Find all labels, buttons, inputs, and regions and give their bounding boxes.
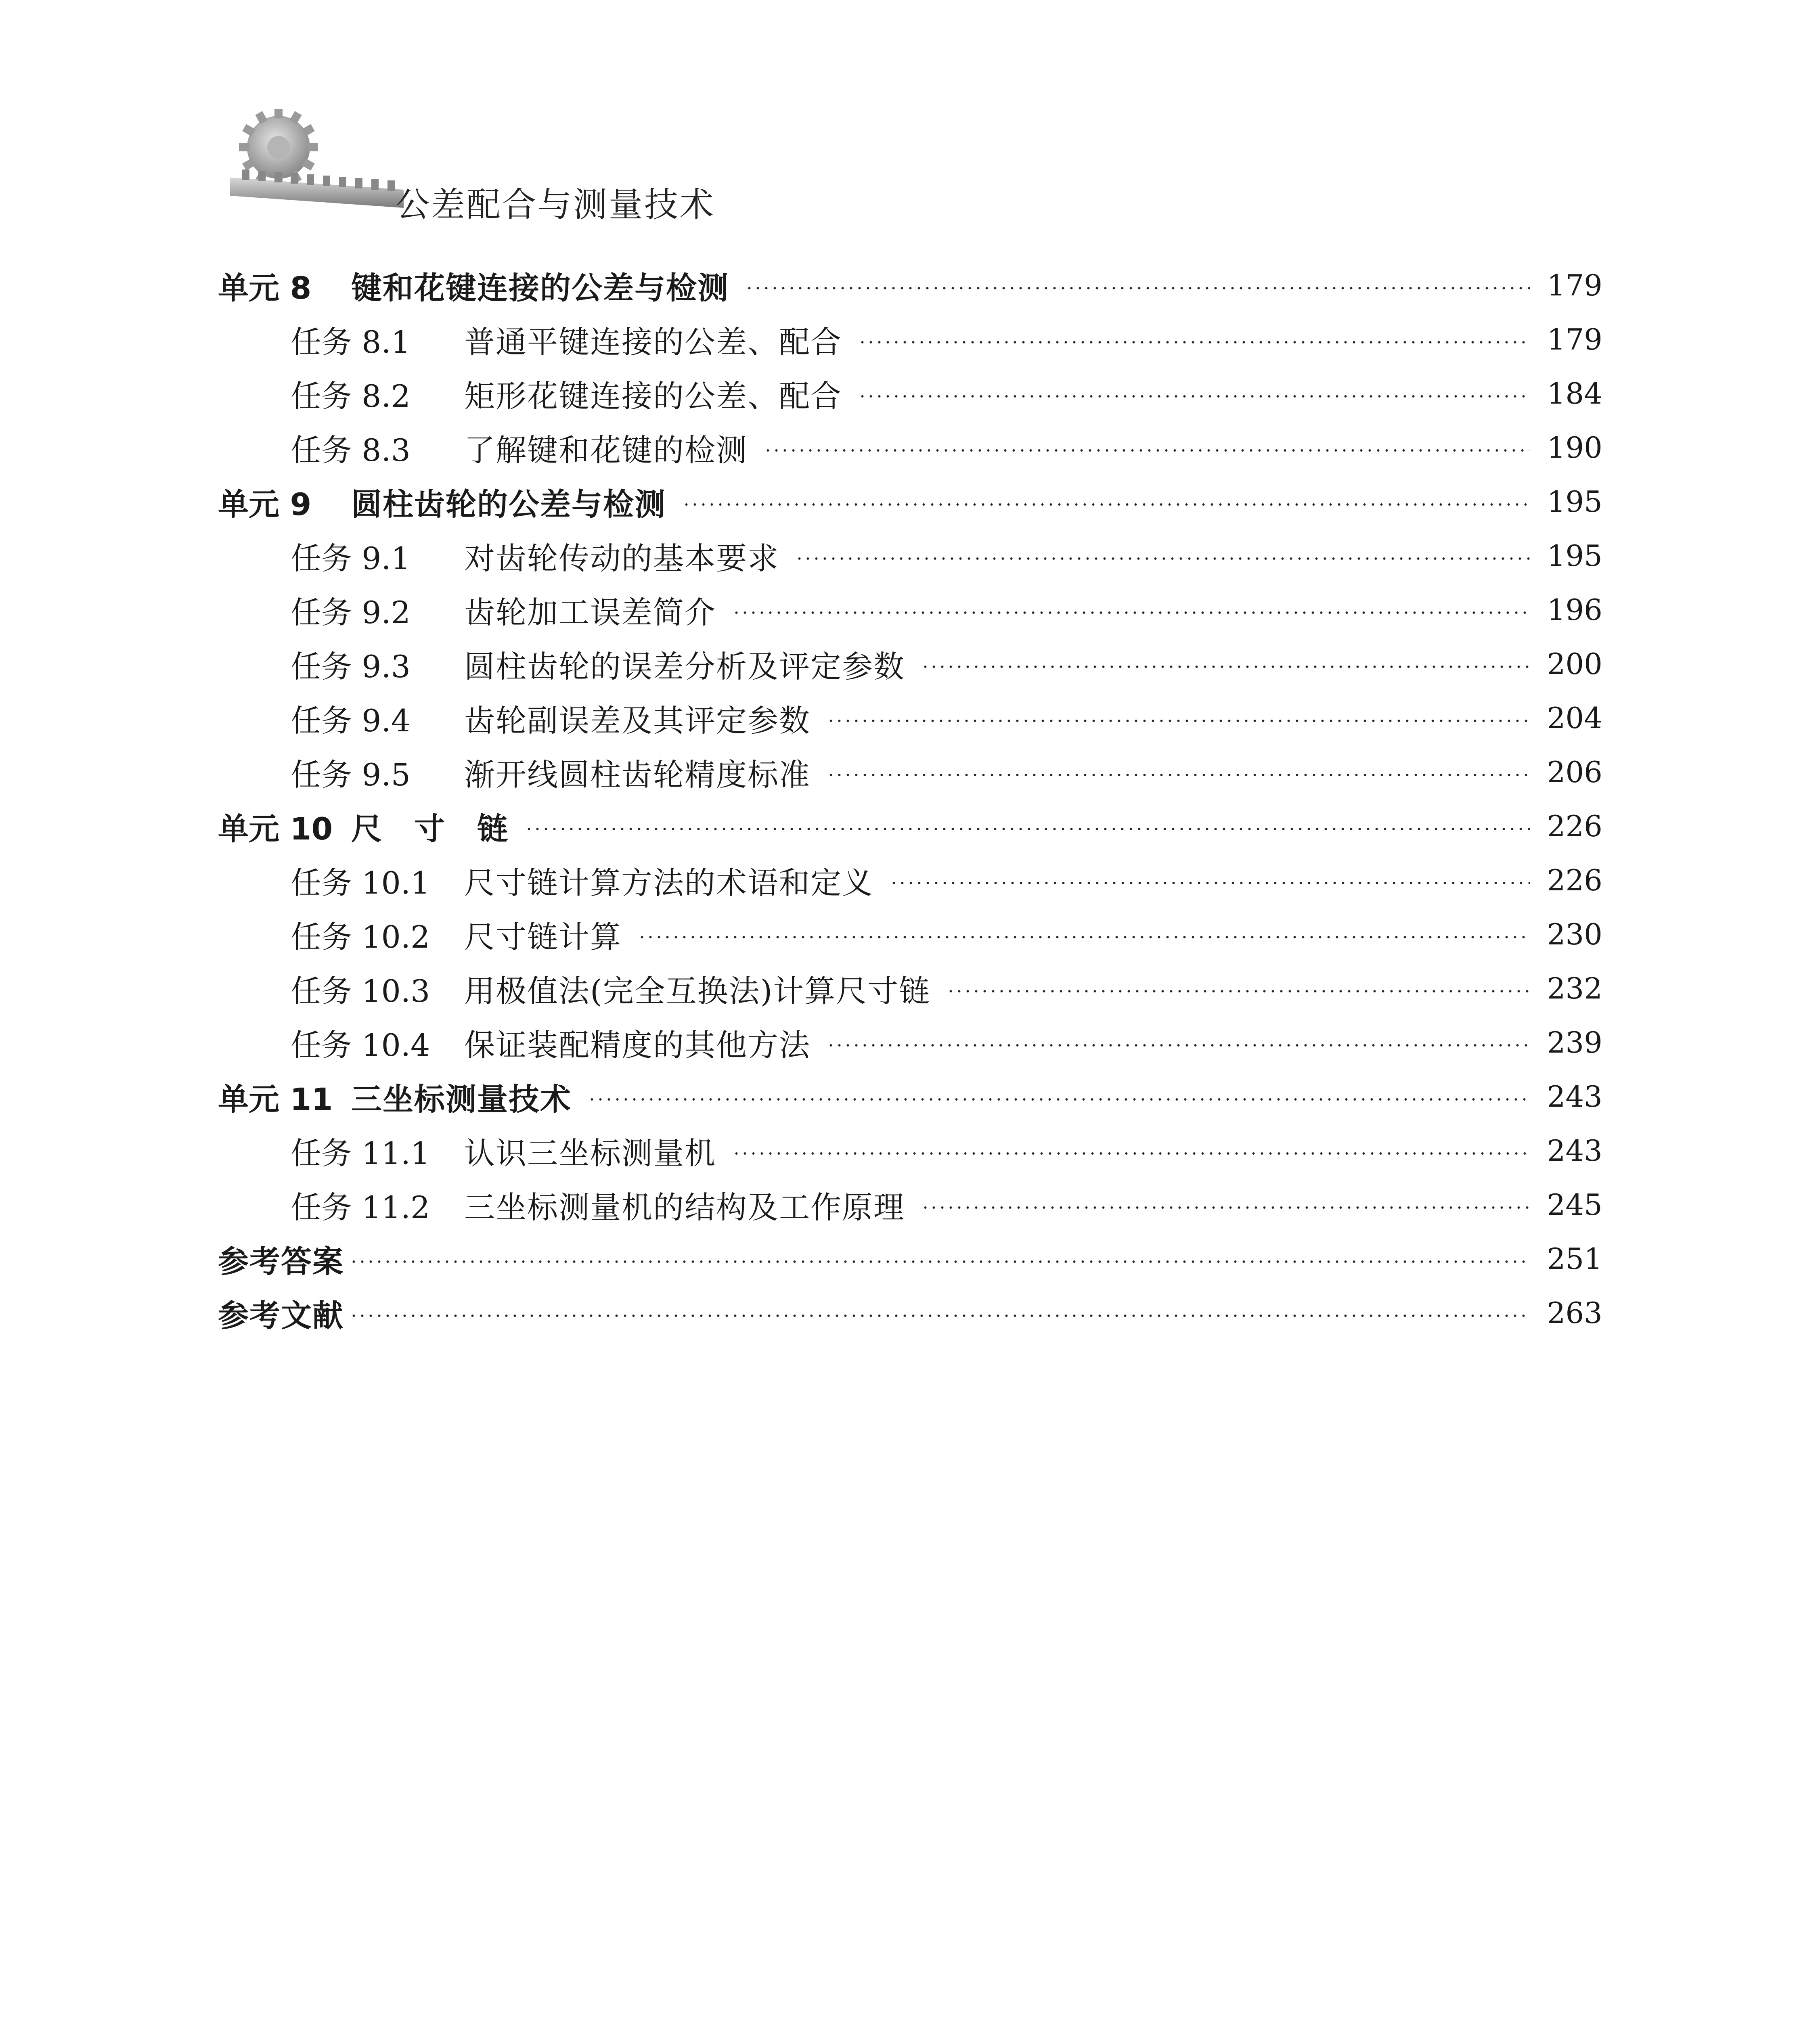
toc-task-10-2[interactable] bbox=[218, 907, 1602, 961]
toc-task-8-2[interactable] bbox=[218, 366, 1602, 421]
toc-page: 179 bbox=[1547, 268, 1602, 302]
toc-title: 齿轮副误差及其评定参数 bbox=[464, 702, 811, 739]
toc-number: 单元 8 bbox=[218, 270, 312, 306]
toc-title: 尺寸链计算方法的术语和定义 bbox=[464, 865, 873, 901]
toc-number: 任务 11.2 bbox=[291, 1189, 430, 1225]
toc-title: 矩形花键连接的公差、配合 bbox=[464, 378, 842, 414]
dot-leader bbox=[350, 1315, 1530, 1317]
toc-number: 任务 10.1 bbox=[291, 865, 430, 901]
toc-number: 任务 8.3 bbox=[291, 432, 411, 468]
dot-leader bbox=[921, 666, 1530, 668]
toc-unit-9[interactable] bbox=[218, 475, 1602, 529]
dot-leader bbox=[858, 341, 1530, 343]
toc-title: 渐开线圆柱齿轮精度标准 bbox=[464, 756, 811, 793]
toc-title: 了解键和花键的检测 bbox=[464, 432, 748, 468]
gear-rack-icon bbox=[218, 109, 412, 214]
dot-leader bbox=[732, 611, 1530, 614]
toc-number: 任务 9.1 bbox=[291, 540, 411, 576]
table-of-contents bbox=[218, 258, 1602, 1340]
dot-leader bbox=[827, 774, 1530, 776]
toc-title: 三坐标测量机的结构及工作原理 bbox=[464, 1189, 905, 1225]
toc-answers[interactable] bbox=[218, 1232, 1602, 1286]
toc-number: 任务 10.4 bbox=[291, 1027, 430, 1063]
toc-page: 195 bbox=[1547, 485, 1602, 519]
toc-page: 243 bbox=[1547, 1080, 1602, 1114]
toc-page: 196 bbox=[1547, 593, 1602, 627]
dot-leader bbox=[764, 449, 1530, 452]
toc-number: 任务 8.2 bbox=[291, 378, 411, 414]
toc-number: 单元 11 bbox=[218, 1081, 333, 1117]
toc-task-10-1[interactable] bbox=[218, 853, 1602, 907]
toc-number: 任务 9.3 bbox=[291, 648, 411, 685]
dot-leader bbox=[732, 1152, 1530, 1155]
toc-page: 263 bbox=[1547, 1296, 1602, 1330]
toc-title: 尺 寸 链 bbox=[351, 810, 509, 847]
toc-title: 尺寸链计算 bbox=[464, 919, 622, 955]
toc-page: 195 bbox=[1547, 539, 1602, 573]
toc-page: 243 bbox=[1547, 1134, 1602, 1168]
dot-leader bbox=[682, 503, 1530, 506]
toc-title: 普通平键连接的公差、配合 bbox=[464, 324, 842, 360]
toc-title: 对齿轮传动的基本要求 bbox=[464, 540, 779, 576]
toc-title: 三坐标测量技术 bbox=[351, 1081, 572, 1117]
dot-leader bbox=[921, 1206, 1530, 1209]
toc-page: 232 bbox=[1547, 971, 1602, 1005]
dot-leader bbox=[525, 828, 1530, 830]
dot-leader bbox=[638, 936, 1530, 938]
toc-title: 键和花键连接的公差与检测 bbox=[351, 270, 729, 306]
toc-number: 任务 9.2 bbox=[291, 594, 411, 630]
dot-leader bbox=[827, 720, 1530, 722]
toc-task-9-2[interactable] bbox=[218, 583, 1602, 637]
toc-title: 圆柱齿轮的误差分析及评定参数 bbox=[464, 648, 905, 685]
toc-references[interactable] bbox=[218, 1286, 1602, 1340]
toc-title: 圆柱齿轮的公差与检测 bbox=[351, 486, 666, 522]
toc-task-9-3[interactable] bbox=[218, 637, 1602, 691]
dot-leader bbox=[795, 557, 1530, 560]
toc-page: 200 bbox=[1547, 647, 1602, 681]
toc-page: 230 bbox=[1547, 917, 1602, 951]
toc-number: 任务 10.2 bbox=[291, 919, 430, 955]
toc-number: 任务 11.1 bbox=[291, 1135, 430, 1171]
toc-task-11-1[interactable] bbox=[218, 1124, 1602, 1178]
toc-page: 251 bbox=[1547, 1242, 1602, 1276]
toc-page: 204 bbox=[1547, 701, 1602, 735]
toc-unit-11[interactable] bbox=[218, 1070, 1602, 1124]
toc-page: 239 bbox=[1547, 1026, 1602, 1059]
toc-page: 245 bbox=[1547, 1188, 1602, 1222]
toc-task-10-3[interactable] bbox=[218, 961, 1602, 1015]
toc-task-9-1[interactable] bbox=[218, 529, 1602, 583]
book-title: 公差配合与测量技术 bbox=[396, 185, 716, 224]
toc-unit-8[interactable] bbox=[218, 258, 1602, 312]
toc-number: 任务 8.1 bbox=[291, 324, 411, 360]
dot-leader bbox=[350, 1260, 1530, 1263]
toc-number: 任务 10.3 bbox=[291, 973, 430, 1009]
toc-title: 用极值法(完全互换法)计算尺寸链 bbox=[464, 973, 931, 1009]
toc-number: 任务 9.4 bbox=[291, 702, 411, 739]
toc-title: 参考文献 bbox=[218, 1297, 344, 1333]
toc-task-9-5[interactable] bbox=[218, 745, 1602, 799]
toc-title: 齿轮加工误差简介 bbox=[464, 594, 716, 630]
page-header bbox=[218, 109, 783, 230]
dot-leader bbox=[827, 1044, 1530, 1047]
toc-task-8-3[interactable] bbox=[218, 421, 1602, 475]
dot-leader bbox=[947, 990, 1530, 992]
toc-task-10-4[interactable] bbox=[218, 1015, 1602, 1070]
toc-task-8-1[interactable] bbox=[218, 312, 1602, 366]
dot-leader bbox=[745, 287, 1530, 289]
toc-title: 保证装配精度的其他方法 bbox=[464, 1027, 811, 1063]
toc-number: 任务 9.5 bbox=[291, 756, 411, 793]
toc-task-9-4[interactable] bbox=[218, 691, 1602, 745]
toc-title: 认识三坐标测量机 bbox=[464, 1135, 716, 1171]
toc-page: 190 bbox=[1547, 431, 1602, 465]
toc-number: 单元 9 bbox=[218, 486, 312, 522]
toc-task-11-2[interactable] bbox=[218, 1178, 1602, 1232]
toc-unit-10[interactable] bbox=[218, 799, 1602, 853]
dot-leader bbox=[588, 1098, 1530, 1101]
toc-title: 参考答案 bbox=[218, 1243, 344, 1279]
toc-page: 179 bbox=[1547, 322, 1602, 356]
toc-page: 206 bbox=[1547, 755, 1602, 789]
toc-number: 单元 10 bbox=[218, 810, 333, 847]
dot-leader bbox=[890, 882, 1530, 884]
toc-page: 226 bbox=[1547, 863, 1602, 897]
toc-page: 226 bbox=[1547, 809, 1602, 843]
toc-page: 184 bbox=[1547, 377, 1602, 410]
dot-leader bbox=[858, 395, 1530, 398]
